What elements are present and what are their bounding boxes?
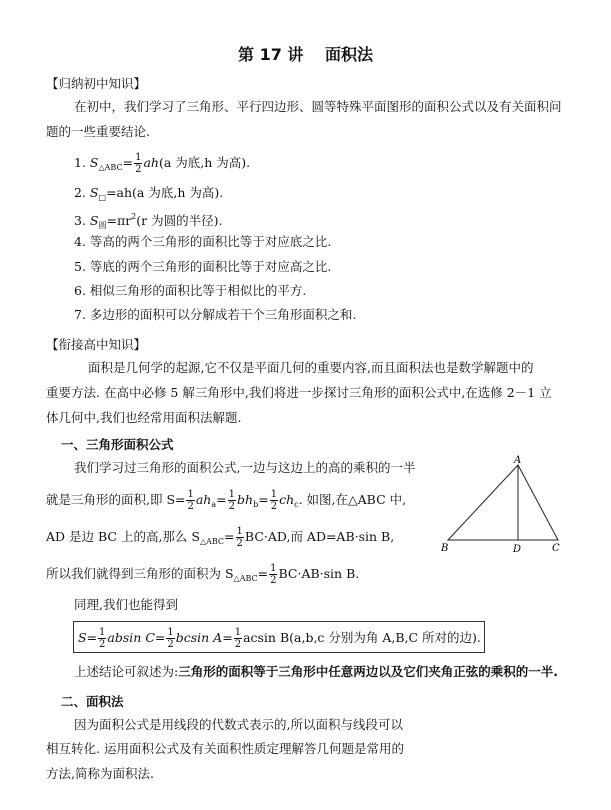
triangle-abc (448, 465, 558, 540)
part1-line-1: 我们学习过三角形的面积公式,一边与这边上的高的乘积的一半 (74, 460, 416, 475)
part1-line-3: AD 是边 BC 上的高,那么 $S_{\triangle ABC}=$ $\frac{1}{2}$ BC·AD,而 AD=AB·sin B, (46, 526, 395, 549)
vertex-label-d: D (513, 544, 522, 555)
part1-line-2: 就是三角形的面积,即 S= $\frac{1}{2}$ $ah_a=$ $\frac{1}{2}$ $bh_b=$ $\frac{1}{2}$ $ch_c$. 如图,在△ABC 中, (46, 489, 407, 512)
part2-line-2: 相互转化. 运用面积公式及有关面积性质定理解答几何题是常用的 (46, 741, 404, 756)
formula-item-6: 6. 相似三角形的面积比等于相似比的平方. (74, 283, 307, 298)
formula-item-3: 3. $S_圆=\pi r^2(r$ 为圆的半径). (74, 212, 223, 230)
part1-line-4: 所以我们就得到三角形的面积为 $S_{\triangle ABC}=$ $\frac{1}{2}$ BC·AB·sin B. (46, 563, 360, 586)
part2-line-3: 方法,简称为面积法. (46, 766, 154, 781)
vertex-label-a: A (514, 455, 522, 466)
part1-line-5: 同理,我们也能得到 (74, 597, 178, 612)
fraction-half: $\frac{1}{2}$ (135, 152, 142, 175)
conclusion-line: 上述结论可叙述为:三角形的面积等于三角形中任意两边以及它们夹角正弦的乘积的一半. (74, 664, 558, 679)
triangle-figure (440, 455, 570, 555)
section-header-senior: 【衔接高中知识】 (46, 337, 147, 352)
vertex-label-c: C (552, 543, 560, 554)
formula-item-7: 7. 多边形的面积可以分解成若干个三角形面积之和. (74, 307, 357, 322)
formula-item-1: 1. $S_{\triangle ABC}=$ $\frac{1}{2}$ ah(a 为底,h 为高). (74, 152, 251, 175)
senior-para-line-3: 体几何中,我们也经常用面积法解题. (46, 410, 242, 425)
section-header-junior: 【归纳初中知识】 (46, 76, 147, 91)
senior-para-line-2: 重要方法. 在高中必修 5 解三角形中,我们将进一步探讨三角形的面积公式中,在选修 2－1 立 (46, 385, 552, 400)
intro-line-1: 在初中，我们学习了三角形、平行四边形、圆等特殊平面图形的面积公式以及有关面积问 (74, 99, 562, 114)
part2-heading: 二、面积法 (61, 694, 124, 709)
part2-line-1: 因为面积公式是用线段的代数式表示的,所以面积与线段可以 (74, 717, 403, 732)
formula-item-5: 5. 等底的两个三角形的面积比等于对应高之比. (74, 259, 332, 274)
intro-line-2: 题的一些重要结论. (46, 124, 150, 139)
senior-para-line-1: 面积是几何学的起源,它不仅是平面几何的重要内容,而且面积法也是数学解题中的 (88, 360, 534, 375)
boxed-formula: S= $\frac{1}{2}$ absin C= $\frac{1}{2}$ bcsin A= $\frac{1}{2}$ acsin B(a,b,c 分别为角 A,B,C 所对的边). (78, 627, 481, 650)
formula-item-4: 4. 等高的两个三角形的面积比等于对应底之比. (74, 234, 332, 249)
vertex-label-b: B (441, 543, 449, 554)
page-title: 第 17 讲 面积法 (238, 45, 373, 64)
part1-heading: 一、三角形面积公式 (61, 437, 174, 452)
formula-item-2: 2. $S_□=ah(a$ 为底,h 为高). (74, 185, 224, 202)
